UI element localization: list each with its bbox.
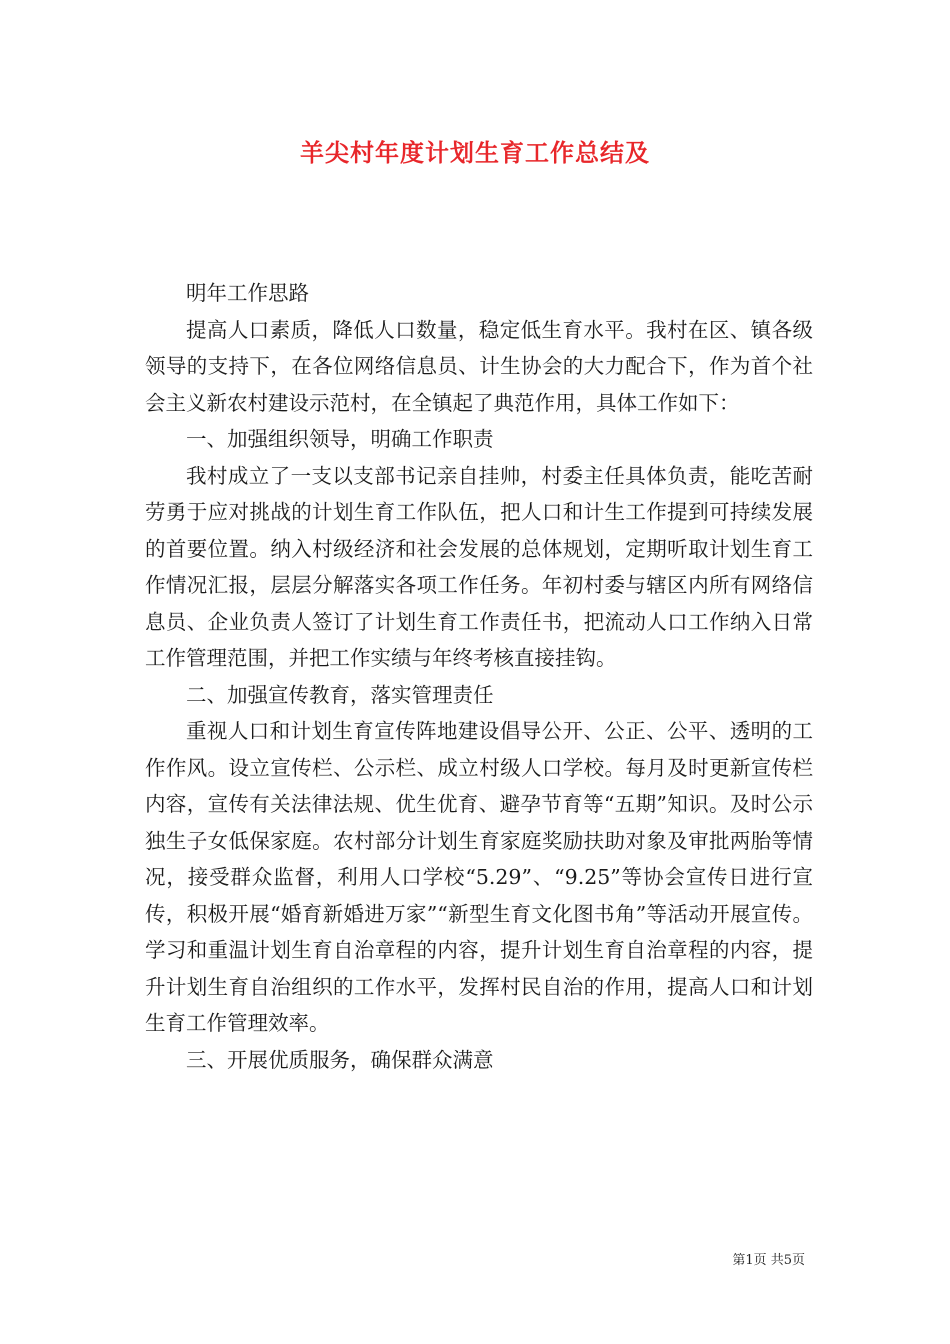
section-heading-1: 一、加强组织领导，明确工作职责 xyxy=(186,427,494,451)
page-number-footer: 第1页 共5页 xyxy=(732,1253,805,1268)
section-subtitle: 明年工作思路 xyxy=(186,281,309,305)
document-title: 羊尖村年度计划生育工作总结及 xyxy=(300,139,650,167)
section-heading-2: 二、加强宣传教育，落实管理责任 xyxy=(186,682,494,707)
section-heading-3: 三、开展优质服务，确保群众满意 xyxy=(186,1047,494,1072)
paragraph-section-2: 重视人口和计划生育宣传阵地建设倡导公开、公正、公平、透明的工作作风。设立宣传栏、公示栏、成立村级人口学校。每月及时更新宣传栏内容，宣传有关法律法规、优生优育、避孕节育等“五期”知识。及时公示独生子女低保家庭。农村部分计划生育家庭奖励扶助对象及审批两胎等情况，接受群众监督，利用人口学校“5.29”、“9.25”等协会宣传日进行宣传，积极开展“婚育新婚进万家”“新型生育文化图书角”等活动开展宣传。学习和重温计划生育自治章程的内容，提升计划生育自治章程的内容，提升计划生育自治组织的工作水平，发挥村民自治的作用，提高人口和计划生育工作管理效率。 xyxy=(145,719,813,1035)
paragraph-section-1: 我村成立了一支以支部书记亲自挂帅，村委主任具体负责，能吃苦耐劳勇于应对挑战的计划生育工作队伍，把人口和计生工作提到可持续发展的首要位置。纳入村级经济和社会发展的总体规划，定期听取计划生育工作情况汇报，层层分解落实各项工作任务。年初村委与辖区内所有网络信息员、企业负责人签订了计划生育工作责任书，把流动人口工作纳入日常工作管理范围，并把工作实绩与年终考核直接挂钩。 xyxy=(145,463,813,670)
paragraph-intro: 提高人口素质，降低人口数量，稳定低生育水平。我村在区、镇各级领导的支持下，在各位网络信息员、计生协会的大力配合下，作为首个社会主义新农村建设示范村，在全镇起了典范作用，具体工作如下： xyxy=(145,317,813,415)
document-body xyxy=(145,275,813,1078)
